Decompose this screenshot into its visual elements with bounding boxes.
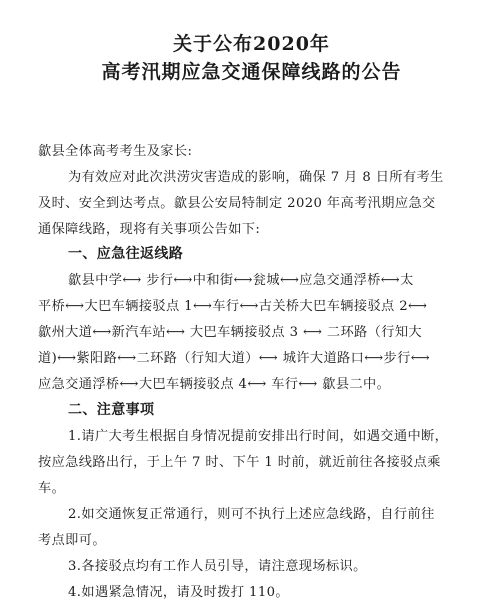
route-line-5: 应急交通浮桥⟷大巴车辆接驳点 4⟷ 车行⟷ 歙县二中。 <box>38 377 391 392</box>
route-line-3: 歙州大道⟷新汽车站⟷ 大巴车辆接驳点 3 ⟷ 二环路（行知大 <box>38 325 422 340</box>
note-2-line-1: 2.如交通恢复正常通行，则可不执行上述应急线路，自行前往 <box>68 507 435 522</box>
intro-line-2: 及时、安全到达考点。歙县公安局特制定 2020 年高考汛期应急交 <box>38 196 436 211</box>
note-2-line-2: 考点即可。 <box>38 533 106 548</box>
note-1-line-1: 1.请广大考生根据自身情况提前安排出行时间，如遇交通中断， <box>68 429 449 444</box>
note-1-line-2: 按应急线路出行，于上午 7 时、下午 1 时前，就近前往各接驳点乘 <box>38 455 441 470</box>
route-line-4: 道)⟷紫阳路⟷二环路（行知大道）⟷ 城许大道路口⟷步行⟷ <box>38 351 430 366</box>
title-line-1: 关于公布2020年 <box>173 33 330 55</box>
note-1-line-3: 车。 <box>38 481 66 496</box>
intro-line-1: 为有效应对此次洪涝灾害造成的影响，确保 7 月 8 日所有考生 <box>68 170 444 185</box>
intro-line-3: 通保障线路，现将有关事项公告如下: <box>38 222 261 237</box>
note-3: 3.各接驳点均有工作人员引导，请注意现场标识。 <box>68 559 367 574</box>
section-1-heading: 一、应急往返线路 <box>68 246 184 262</box>
route-line-2: 平桥⟷大巴车辆接驳点 1⟷车行⟷古关桥大巴车辆接驳点 2⟷ <box>38 299 428 314</box>
note-4: 4.如遇紧急情况，请及时拨打 110。 <box>68 585 289 600</box>
title-line-2: 高考汛期应急交通保障线路的公告 <box>101 61 402 83</box>
section-2-heading: 二、注意事项 <box>68 402 155 418</box>
route-line-1: 歙县中学⟷ 步行⟷中和街⟷瓮城⟷应急交通浮桥⟷太 <box>68 273 414 288</box>
salutation: 歙县全体高考考生及家长: <box>38 144 193 159</box>
